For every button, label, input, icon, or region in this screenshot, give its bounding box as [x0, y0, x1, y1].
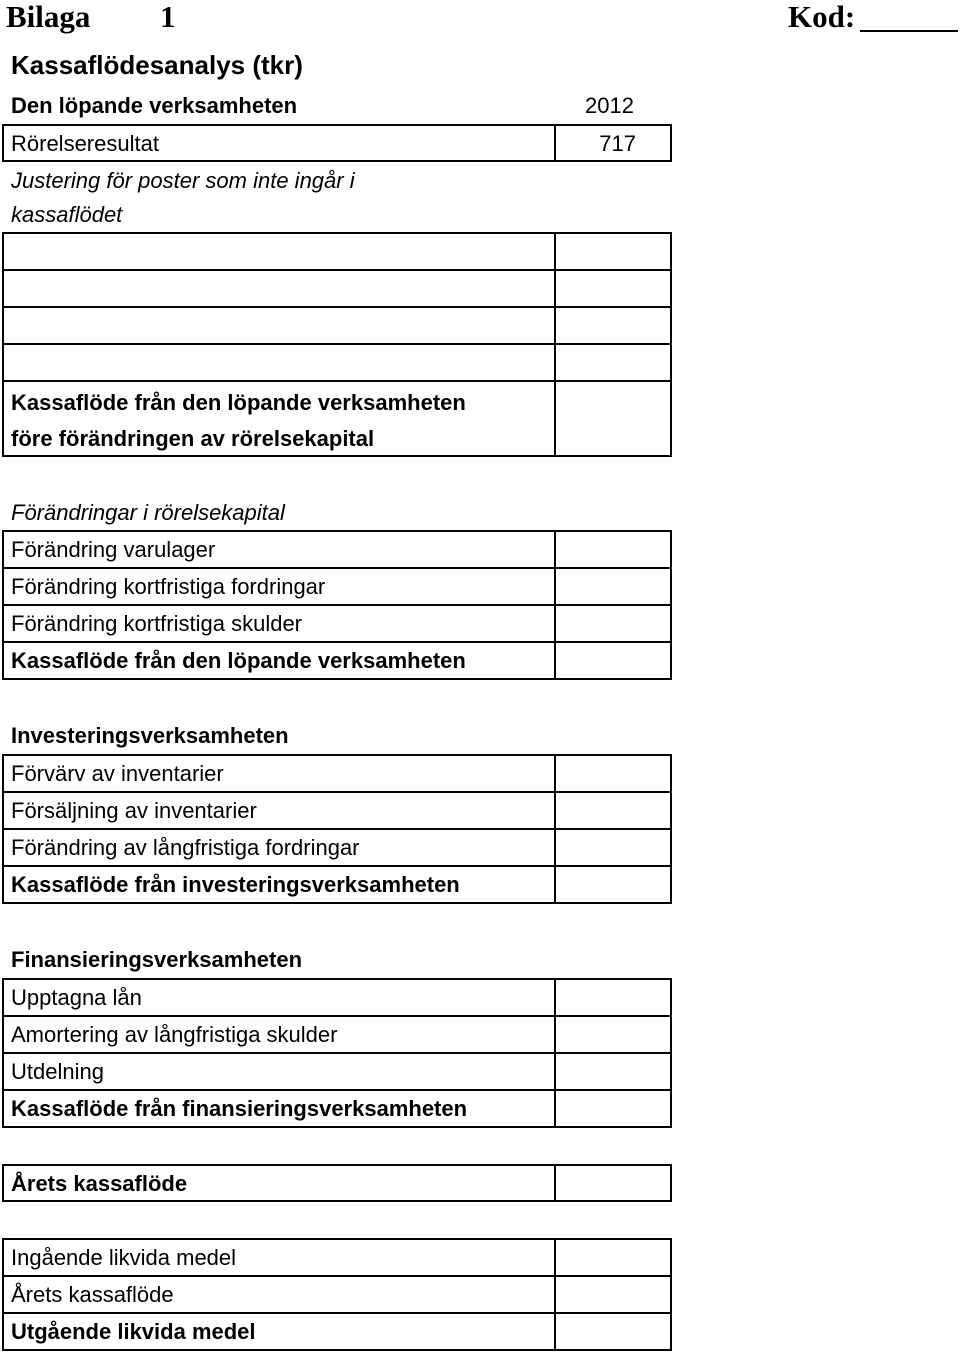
section-heading-finansiering: Finansieringsverksamheten — [11, 947, 303, 972]
investering-row-label: Förändring av långfristiga fordringar — [11, 835, 360, 860]
rorelsekapital-row-label: Förändring kortfristiga skulder — [11, 611, 303, 636]
value-cell[interactable] — [556, 980, 670, 1015]
value-cell[interactable] — [556, 606, 670, 641]
value-cell[interactable] — [556, 793, 670, 828]
section-heading-lopande: Den löpande verksamheten — [11, 93, 298, 118]
investering-total-label: Kassaflöde från investeringsverksamheten — [11, 872, 460, 897]
finansiering-row-label: Upptagna lån — [11, 985, 142, 1010]
finansiering-total-label: Kassaflöde från finansieringsverksamheten — [11, 1096, 468, 1121]
value-cell[interactable] — [556, 1091, 670, 1126]
value-cell[interactable] — [556, 756, 670, 791]
finansiering-row-label: Utdelning — [11, 1059, 104, 1084]
value-cell[interactable] — [556, 1314, 670, 1349]
value-cell[interactable] — [556, 532, 670, 567]
column-divider — [554, 124, 556, 162]
justering-value-cell-1[interactable] — [556, 234, 670, 269]
value-cell[interactable] — [556, 830, 670, 865]
fore-rorelsekapital-value-cell[interactable] — [556, 382, 670, 455]
rorelseresultat-value: 717 — [599, 131, 636, 156]
year-label: 2012 — [585, 93, 634, 118]
arets-kassaflode-label: Årets kassaflöde — [11, 1171, 188, 1196]
value-cell[interactable] — [556, 1277, 670, 1312]
justering-label-line2: kassaflödet — [11, 202, 123, 227]
row-divider — [2, 343, 672, 345]
value-cell[interactable] — [556, 1240, 670, 1275]
section-heading-investering: Investeringsverksamheten — [11, 723, 289, 748]
justering-label-line1: Justering för poster som inte ingår i — [11, 168, 355, 193]
kod-label: Kod: — [788, 0, 856, 34]
value-cell[interactable] — [556, 643, 670, 678]
section-heading-rorelsekapital: Förändringar i rörelsekapital — [11, 500, 285, 525]
rorelsekapital-row-label: Förändring varulager — [11, 537, 216, 562]
value-cell[interactable] — [556, 867, 670, 902]
fore-rorelsekapital-label-line2: före förändringen av rörelsekapital — [11, 426, 375, 451]
value-cell[interactable] — [556, 1017, 670, 1052]
likvida-total-label: Utgående likvida medel — [11, 1319, 256, 1344]
rorelsekapital-total-label: Kassaflöde från den löpande verksamheten — [11, 648, 466, 673]
value-cell[interactable] — [556, 569, 670, 604]
rorelsekapital-row-label: Förändring kortfristiga fordringar — [11, 574, 326, 599]
kod-field-line[interactable] — [860, 30, 958, 32]
justering-value-cell-3[interactable] — [556, 308, 670, 343]
likvida-row-label: Årets kassaflöde — [11, 1282, 174, 1307]
likvida-row-label: Ingående likvida medel — [11, 1245, 237, 1270]
bilaga-number: 1 — [160, 0, 176, 34]
value-cell[interactable] — [556, 1166, 670, 1200]
rorelseresultat-label: Rörelseresultat — [11, 131, 159, 156]
bilaga-label: Bilaga — [6, 0, 91, 34]
investering-row-label: Försäljning av inventarier — [11, 798, 257, 823]
finansiering-row-label: Amortering av långfristiga skulder — [11, 1022, 338, 1047]
justering-value-cell-2[interactable] — [556, 271, 670, 306]
page-title: Kassaflödesanalys (tkr) — [11, 50, 303, 80]
value-cell[interactable] — [556, 1054, 670, 1089]
fore-rorelsekapital-label-line1: Kassaflöde från den löpande verksamheten — [11, 390, 466, 415]
investering-row-label: Förvärv av inventarier — [11, 761, 224, 786]
